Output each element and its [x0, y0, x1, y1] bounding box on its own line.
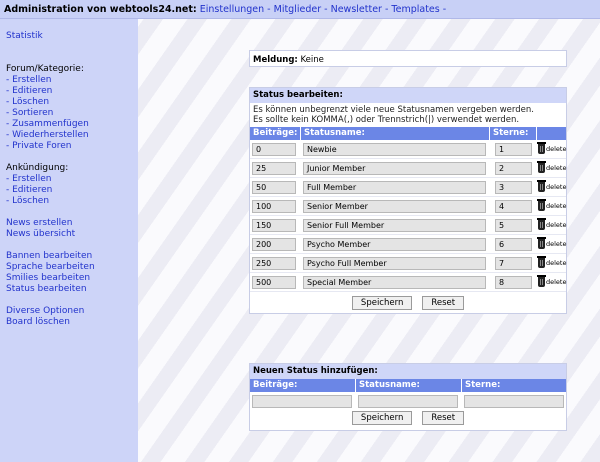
sterne-input[interactable]: 8 [495, 276, 532, 289]
statusname-input[interactable]: Special Member [303, 276, 486, 289]
column-header-statusname: Statusname: [356, 379, 462, 392]
delete-label: delete [546, 239, 567, 248]
beitraege-input[interactable]: 50 [252, 181, 296, 194]
delete-label: delete [546, 277, 567, 286]
nav-separator: - [264, 4, 274, 15]
sidebar-link-status-bearbeiten[interactable]: Status bearbeiten [6, 284, 87, 294]
statusname-input[interactable]: Full Member [303, 181, 486, 194]
status-panel-description [250, 103, 566, 127]
status-row [250, 254, 566, 273]
sidebar-link-forum-erstellen[interactable]: - Erstellen [6, 75, 52, 85]
delete-button[interactable] [538, 181, 566, 192]
delete-button[interactable] [538, 257, 566, 268]
save-button[interactable]: Speichern [352, 296, 412, 310]
sidebar-heading-ankuendigung: Ankündigung: [6, 163, 69, 173]
statusname-input[interactable]: Psycho Member [303, 238, 486, 251]
status-edit-panel [249, 87, 567, 314]
new-statusname-input[interactable] [358, 395, 458, 408]
nav-link-templates[interactable]: Templates [391, 4, 440, 15]
sterne-input[interactable]: 7 [495, 257, 532, 270]
beitraege-input[interactable]: 500 [252, 276, 296, 289]
status-row [250, 273, 566, 292]
new-status-panel-title: Neuen Status hinzufügen: [250, 364, 566, 379]
nav-link-einstellungen[interactable]: Einstellungen [199, 4, 265, 15]
sterne-input[interactable]: 2 [495, 162, 532, 175]
nav-separator: - [321, 4, 331, 15]
delete-button[interactable] [538, 162, 566, 173]
new-sterne-input[interactable] [464, 395, 564, 408]
new-status-input-row [250, 392, 566, 410]
delete-label: delete [546, 182, 567, 191]
trash-icon [538, 181, 545, 192]
beitraege-input[interactable]: 0 [252, 143, 296, 156]
sterne-input[interactable]: 3 [495, 181, 532, 194]
trash-icon [538, 143, 545, 154]
delete-label: delete [546, 258, 567, 267]
delete-label: delete [546, 163, 567, 172]
delete-label: delete [546, 220, 567, 229]
column-header-sterne: Sterne: [465, 380, 501, 390]
sidebar-link-news-erstellen[interactable]: News erstellen [6, 218, 73, 228]
status-row [250, 197, 566, 216]
trash-icon [538, 276, 545, 287]
add-save-button[interactable]: Speichern [352, 411, 412, 425]
add-reset-button[interactable]: Reset [422, 411, 464, 425]
sidebar-link-ankuendigung-editieren[interactable]: - Editieren [6, 185, 53, 195]
status-row [250, 235, 566, 254]
column-header-sterne: Sterne: [490, 127, 537, 140]
sidebar [0, 19, 138, 462]
new-beitraege-input[interactable] [252, 395, 352, 408]
trash-icon [538, 257, 545, 268]
new-status-form-buttons [250, 410, 566, 425]
nav-link-newsletter[interactable]: Newsletter [330, 4, 382, 15]
sidebar-link-statistik[interactable]: Statistik [6, 31, 43, 41]
delete-button[interactable] [538, 219, 566, 230]
nav-separator: - [439, 4, 447, 15]
top-navigation-bar [0, 0, 600, 19]
sidebar-link-bannen-bearbeiten[interactable]: Bannen bearbeiten [6, 251, 93, 261]
statusname-input[interactable]: Senior Member [303, 200, 486, 213]
delete-button[interactable] [538, 238, 566, 249]
status-panel-title: Status bearbeiten: [250, 88, 566, 103]
sidebar-link-forum-loeschen[interactable]: - Löschen [6, 97, 50, 107]
sidebar-link-ankuendigung-loeschen[interactable]: - Löschen [6, 196, 50, 206]
sidebar-link-forum-zusammenfuegen[interactable]: - Zusammenfügen [6, 119, 89, 129]
statusname-input[interactable]: Senior Full Member [303, 219, 486, 232]
nav-separator: - [381, 4, 392, 15]
trash-icon [538, 200, 545, 211]
nav-link-mitglieder[interactable]: Mitglieder [273, 4, 322, 15]
sterne-input[interactable]: 6 [495, 238, 532, 251]
trash-icon [538, 238, 545, 249]
statusname-input[interactable]: Psycho Full Member [303, 257, 486, 270]
trash-icon [538, 162, 545, 173]
message-label: Meldung: [253, 55, 298, 65]
status-row [250, 216, 566, 235]
message-value: Keine [300, 55, 324, 65]
sidebar-link-sprache-bearbeiten[interactable]: Sprache bearbeiten [6, 262, 95, 272]
status-row [250, 159, 566, 178]
sidebar-link-diverse-optionen[interactable]: Diverse Optionen [6, 306, 85, 316]
status-row [250, 140, 566, 159]
description-line: Es sollte kein KOMMA(,) oder Trennstrich(|) verwendet werden. [253, 115, 520, 125]
delete-button[interactable] [538, 276, 566, 287]
new-status-table-header [250, 379, 566, 392]
admin-title: Administration von webtools24.net: [4, 4, 197, 15]
statusname-input[interactable]: Newbie [303, 143, 486, 156]
beitraege-input[interactable]: 25 [252, 162, 296, 175]
column-header-statusname: Statusname: [301, 127, 490, 140]
sterne-input[interactable]: 1 [495, 143, 532, 156]
sidebar-link-forum-sortieren[interactable]: - Sortieren [6, 108, 54, 118]
new-status-panel [249, 363, 567, 431]
status-row [250, 178, 566, 197]
sidebar-link-smilies-bearbeiten[interactable]: Smilies bearbeiten [6, 273, 91, 283]
sidebar-link-board-loeschen[interactable]: Board löschen [6, 317, 70, 327]
reset-button[interactable]: Reset [422, 296, 464, 310]
delete-button[interactable] [538, 200, 566, 211]
sidebar-link-private-foren[interactable]: - Private Foren [6, 141, 72, 151]
status-table-body [250, 140, 566, 292]
column-header-beitraege: Beiträge: [250, 127, 301, 140]
sidebar-link-ankuendigung-erstellen[interactable]: - Erstellen [6, 174, 52, 184]
statusname-input[interactable]: Junior Member [303, 162, 486, 175]
sidebar-heading-forum: Forum/Kategorie: [6, 64, 84, 74]
status-form-buttons [250, 292, 566, 310]
sidebar-link-forum-editieren[interactable]: - Editieren [6, 86, 53, 96]
sidebar-link-news-uebersicht[interactable]: News übersicht [6, 229, 76, 239]
delete-label: delete [546, 144, 567, 153]
message-box [249, 50, 567, 67]
sterne-input[interactable]: 5 [495, 219, 532, 232]
delete-button[interactable] [538, 143, 566, 154]
beitraege-input[interactable]: 150 [252, 219, 296, 232]
trash-icon [538, 219, 545, 230]
beitraege-input[interactable]: 100 [252, 200, 296, 213]
beitraege-input[interactable]: 250 [252, 257, 296, 270]
delete-label: delete [546, 201, 567, 210]
column-header-beitraege: Beiträge: [250, 379, 356, 392]
beitraege-input[interactable]: 200 [252, 238, 296, 251]
description-line: Es können unbegrenzt viele neue Statusnamen vergeben werden. [253, 105, 534, 115]
status-table-header [250, 127, 566, 140]
sterne-input[interactable]: 4 [495, 200, 532, 213]
sidebar-link-forum-wiederherstellen[interactable]: - Wiederherstellen [6, 130, 89, 140]
